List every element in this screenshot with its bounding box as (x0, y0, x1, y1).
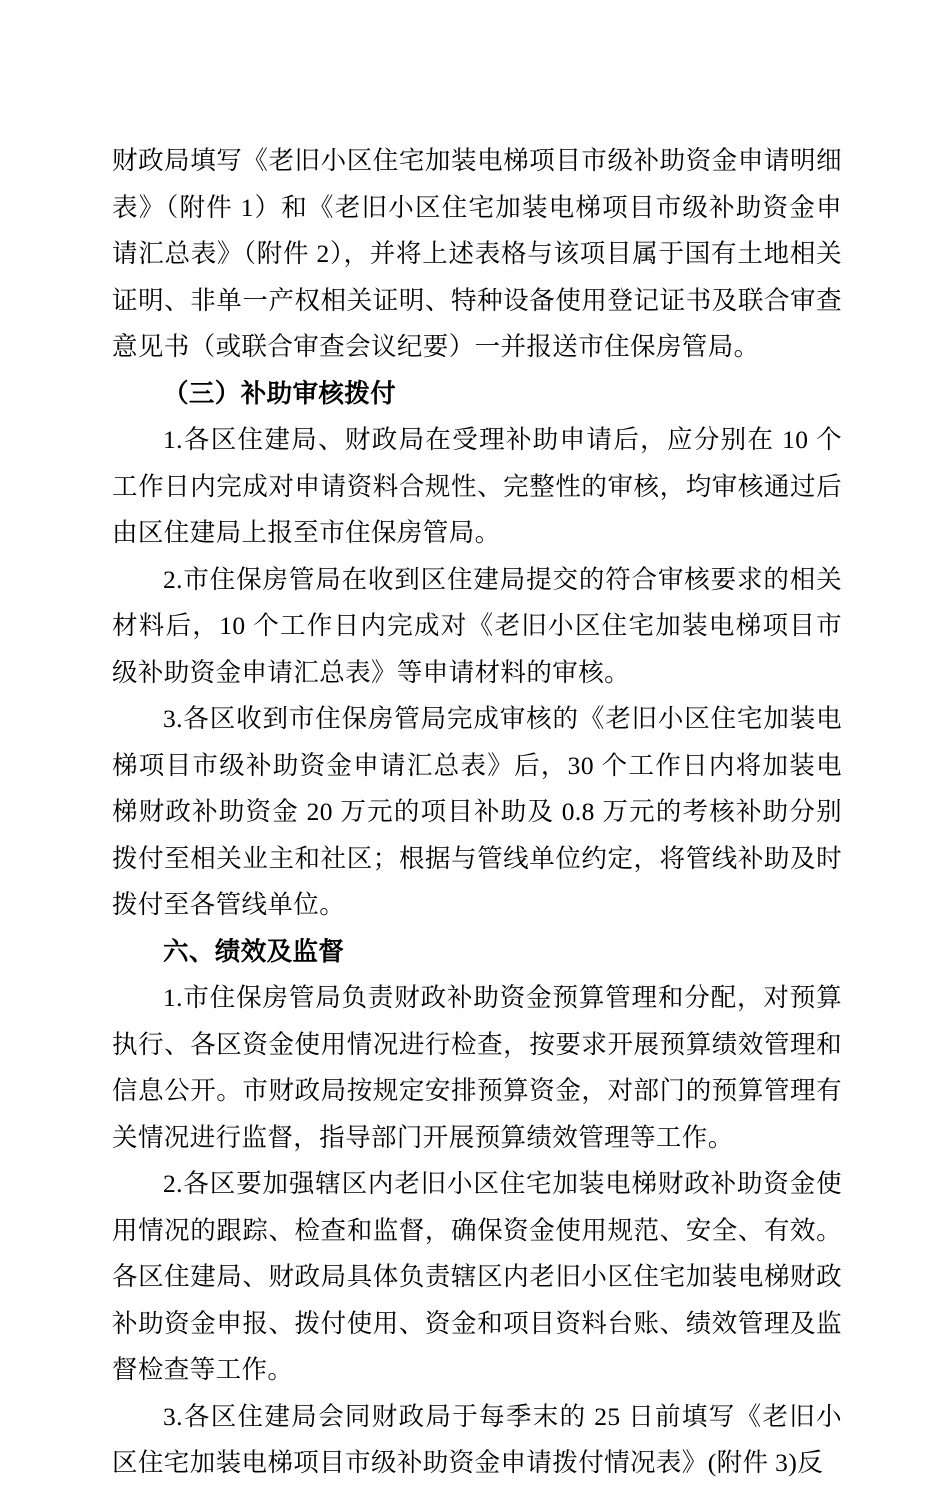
paragraph-item-3: 3.各区收到市住保房管局完成审核的《老旧小区住宅加装电梯项目市级补助资金申请汇总表》后，30 个工作日内将加装电梯财政补助资金 20 万元的项目补助及 0.8 万元的考核补助分别拨付至相关业主和社区；根据与管线单位约定，将管线补助及时拨付至各管线单位。 (112, 704, 842, 919)
paragraph-performance-2: 2.各区要加强辖区内老旧小区住宅加装电梯财政补助资金使用情况的跟踪、检查和监督，确保资金使用规范、安全、有效。各区住建局、财政局具体负责辖区内老旧小区住宅加装电梯财政补助资金申报、拨付使用、资金和项目资料台账、绩效管理及监督检查等工作。 (112, 1169, 842, 1384)
paragraph-item-1: 1.各区住建局、财政局在受理补助申请后，应分别在 10 个工作日内完成对申请资料合规性、完整性的审核，均审核通过后由区住建局上报至市住保房管局。 (112, 425, 842, 547)
section-heading-six: 六、绩效及监督 (163, 936, 345, 966)
paragraph-performance-3: 3.各区住建局会同财政局于每季末的 25 日前填写《老旧小区住宅加装电梯项目市级补助资金申请拨付情况表》(附件 3)反 (112, 1401, 842, 1477)
paragraph-performance-1: 1.市住保房管局负责财政补助资金预算管理和分配，对预算执行、各区资金使用情况进行检查，按要求开展预算绩效管理和信息公开。市财政局按规定安排预算资金，对部门的预算管理有关情况进行监督，指导部门开展预算绩效管理等工作。 (112, 983, 842, 1152)
paragraph-continued: 财政局填写《老旧小区住宅加装电梯项目市级补助资金申请明细表》（附件 1）和《老旧小区住宅加装电梯项目市级补助资金申请汇总表》（附件 2），并将上述表格与该项目属于国有土地相关证明、非单一产权相关证明、特种设备使用登记证书及联合审查意见书（或联合审查会议纪要）一并报送市住保房管局。 (112, 146, 842, 361)
document-body (112, 138, 842, 1487)
section-heading-three: （三）补助审核拨付 (163, 378, 397, 408)
paragraph-item-2: 2.市住保房管局在收到区住建局提交的符合审核要求的相关材料后，10 个工作日内完成对《老旧小区住宅加装电梯项目市级补助资金申请汇总表》等申请材料的审核。 (112, 564, 842, 687)
